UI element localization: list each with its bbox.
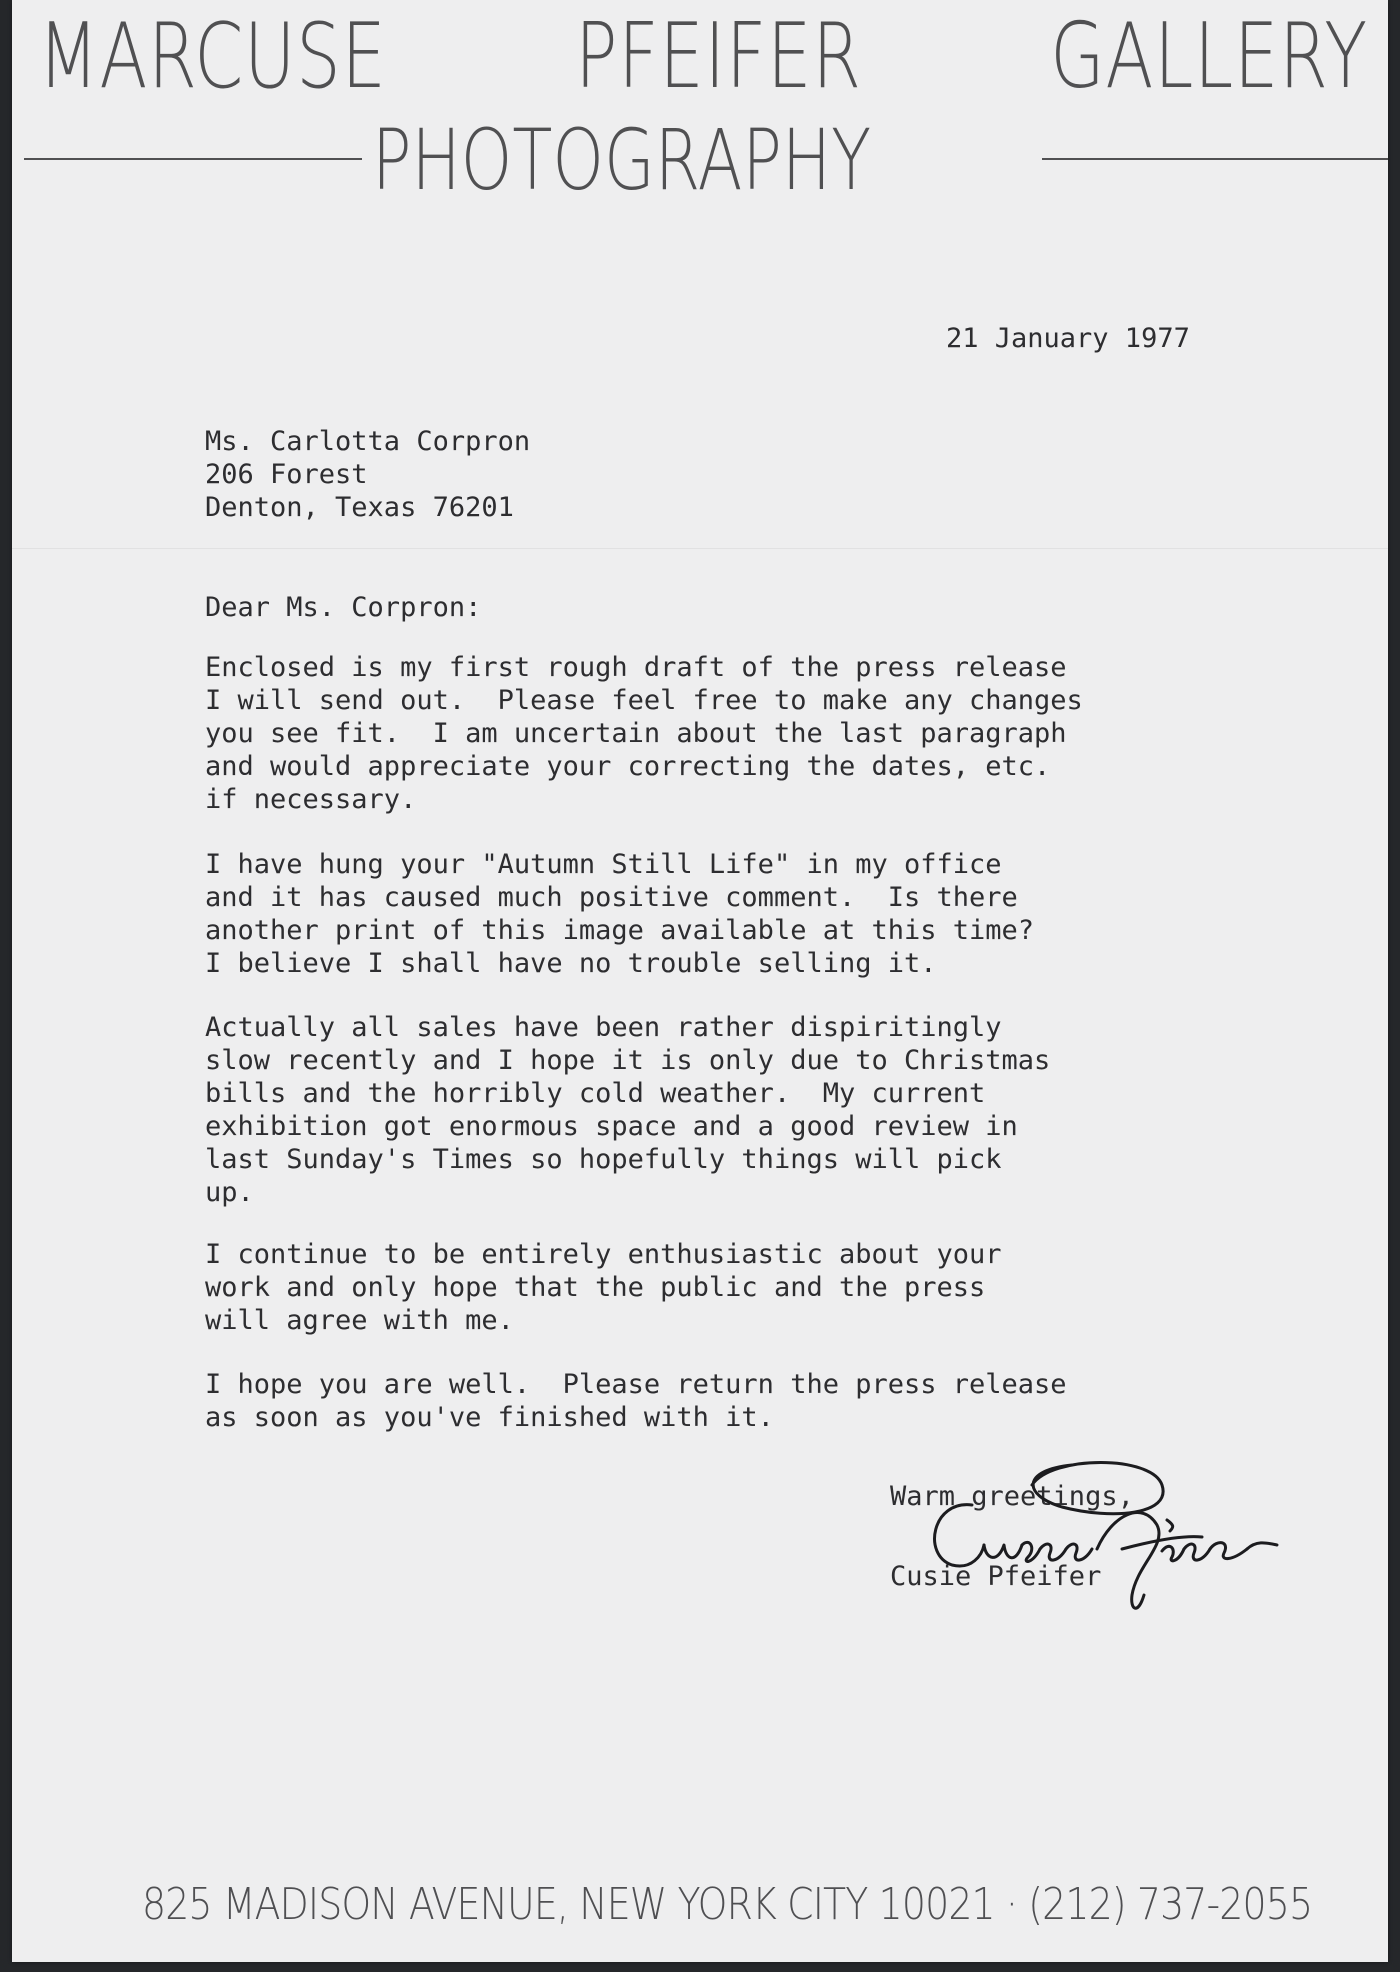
body-line: and it has caused much positive comment. Is there <box>205 882 1018 913</box>
body-line: Actually all sales have been rather dispiritingly <box>205 1012 1002 1043</box>
salutation: Dear Ms. Corpron: <box>205 592 482 623</box>
body-line: if necessary. <box>205 784 417 815</box>
body-line: you see fit. I am uncertain about the last paragraph <box>205 718 1067 749</box>
paragraph-4 <box>205 1238 1002 1337</box>
letter-page <box>12 0 1388 1962</box>
body-line: work and only hope that the public and the press <box>205 1272 986 1303</box>
letterhead-rule-right <box>1042 158 1388 160</box>
body-line: I believe I shall have no trouble selling it. <box>205 948 937 979</box>
letterhead-subtitle-row <box>24 111 1376 209</box>
body-line: exhibition got enormous space and a good review in <box>205 1111 1018 1142</box>
body-line: I continue to be entirely enthusiastic about your <box>205 1239 1002 1270</box>
body-line: bills and the horribly cold weather. My current <box>205 1078 986 1109</box>
paragraph-5 <box>205 1368 1067 1434</box>
letterhead-subtitle: PHOTOGRAPHY <box>372 111 872 209</box>
gallery-name-word-3: GALLERY <box>1050 4 1368 109</box>
body-line: up. <box>205 1177 254 1208</box>
paragraph-2 <box>205 848 1034 980</box>
signer-name: Cusie Pfeifer <box>890 1561 1102 1592</box>
gallery-name <box>38 4 1368 109</box>
recipient-address <box>205 425 530 524</box>
recipient-line: Denton, Texas 76201 <box>205 492 514 523</box>
body-line: Enclosed is my first rough draft of the press release <box>205 652 1067 683</box>
gallery-name-word-1: MARCUSE <box>38 4 387 109</box>
letterhead-footer-address: 825 MADISON AVENUE, NEW YORK CITY 10021 · (212) 737-2055 <box>142 1879 1313 1930</box>
body-line: slow recently and I hope it is only due to Christmas <box>205 1045 1051 1076</box>
closing: Warm greetings, <box>890 1481 1134 1512</box>
gallery-name-word-2: PFEIFER <box>575 4 862 109</box>
body-line: and would appreciate your correcting the dates, etc. <box>205 751 1051 782</box>
handwritten-signature <box>912 1445 1312 1625</box>
letter-date: 21 January 1977 <box>946 323 1190 354</box>
body-line: I have hung your "Autumn Still Life" in my office <box>205 849 1002 880</box>
body-line: I will send out. Please feel free to make any changes <box>205 685 1083 716</box>
body-line: as soon as you've finished with it. <box>205 1402 774 1433</box>
paragraph-1 <box>205 651 1083 816</box>
recipient-line: 206 Forest <box>205 459 368 490</box>
fold-crease <box>12 548 1388 549</box>
body-line: last Sunday's Times so hopefully things will pick <box>205 1144 1002 1175</box>
body-line: I hope you are well. Please return the press release <box>205 1369 1067 1400</box>
body-line: another print of this image available at this time? <box>205 915 1035 946</box>
letterhead-rule-left <box>24 158 362 160</box>
recipient-line: Ms. Carlotta Corpron <box>205 426 531 457</box>
paragraph-3 <box>205 1011 1050 1209</box>
body-line: will agree with me. <box>205 1305 514 1336</box>
